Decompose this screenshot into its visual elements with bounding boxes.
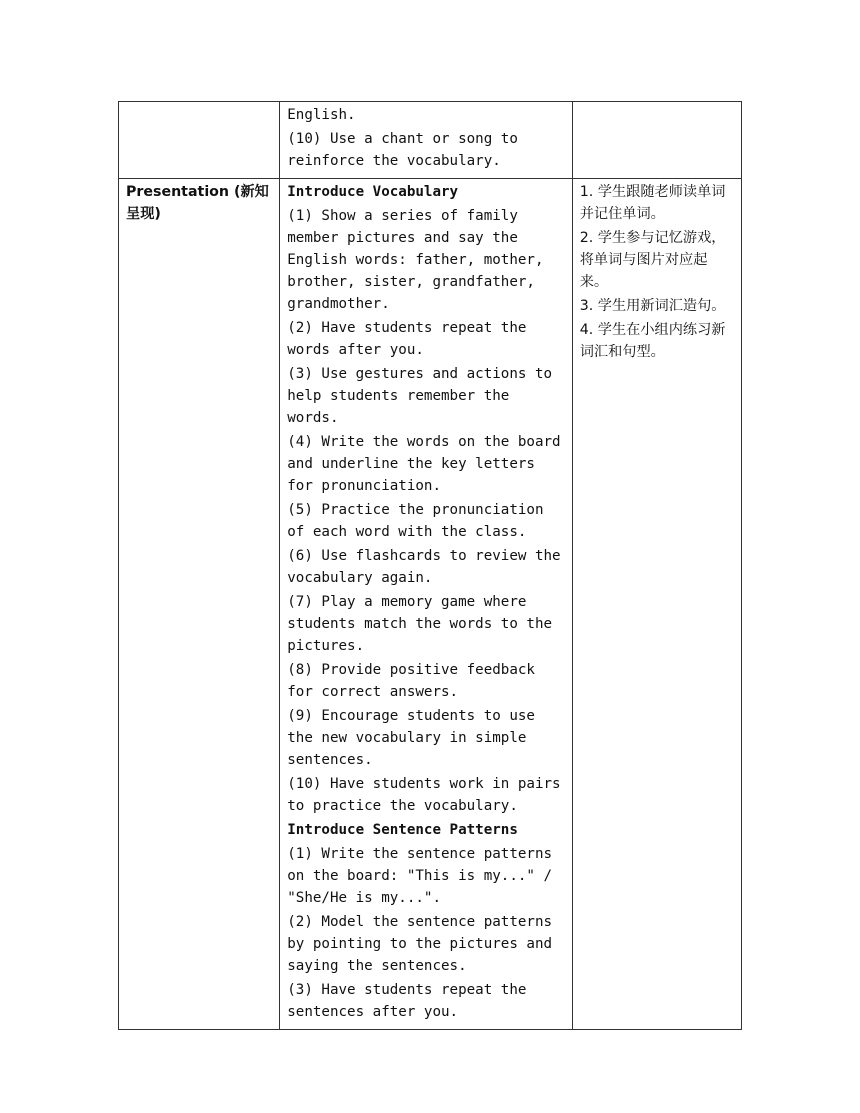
procedure-step: (6) Use flashcards to review the vocabulary again. — [287, 548, 561, 586]
table-row — [119, 102, 742, 179]
procedure-step: (3) Have students repeat the sentences after you. — [287, 982, 527, 1020]
procedure-step: (2) Model the sentence patterns by pointing to the pictures and saying the sentences. — [287, 914, 553, 974]
procedure-line: (10) Use a chant or song to reinforce the vocabulary. — [287, 131, 518, 169]
procedure-step: (9) Encourage students to use the new vocabulary in simple sentences. — [287, 708, 535, 768]
procedure-cell — [280, 179, 572, 1030]
procedure-step: (10) Have students work in pairs to practice the vocabulary. — [287, 776, 561, 814]
section-heading: Introduce Sentence Patterns — [287, 822, 518, 838]
procedure-step: (8) Provide positive feedback for correct answers. — [287, 662, 535, 700]
activities-cell — [572, 179, 741, 1030]
lesson-plan-table — [118, 101, 742, 1030]
procedure-step: (4) Write the words on the board and underline the key letters for pronunciation. — [287, 434, 561, 494]
table-row — [119, 179, 742, 1030]
procedure-step: (7) Play a memory game where students match the words to the pictures. — [287, 594, 553, 654]
section-heading: Introduce Vocabulary — [287, 184, 459, 200]
procedure-step: (2) Have students repeat the words after you. — [287, 320, 527, 358]
stage-cell — [119, 102, 280, 179]
activity-item: 2. 学生参与记忆游戏，将单词与图片对应起来。 — [579, 230, 726, 290]
procedure-step: (1) Write the sentence patterns on the board: "This is my..." / "She/He is my...". — [287, 846, 553, 906]
procedure-step: (1) Show a series of family member pictures and say the English words: father, mother, brother, sister, grandfather, grandmother. — [287, 208, 544, 312]
activity-item: 1. 学生跟随老师读单词并记住单词。 — [579, 184, 726, 222]
activity-item: 3. 学生用新词汇造句。 — [579, 298, 726, 314]
procedure-cell — [280, 102, 572, 179]
activities-cell — [572, 102, 741, 179]
procedure-line: English. — [287, 107, 356, 123]
procedure-step: (5) Practice the pronunciation of each word with the class. — [287, 502, 544, 540]
activity-item: 4. 学生在小组内练习新词汇和句型。 — [579, 322, 726, 360]
stage-cell: Presentation (新知呈现) — [119, 179, 280, 1030]
procedure-step: (3) Use gestures and actions to help students remember the words. — [287, 366, 553, 426]
